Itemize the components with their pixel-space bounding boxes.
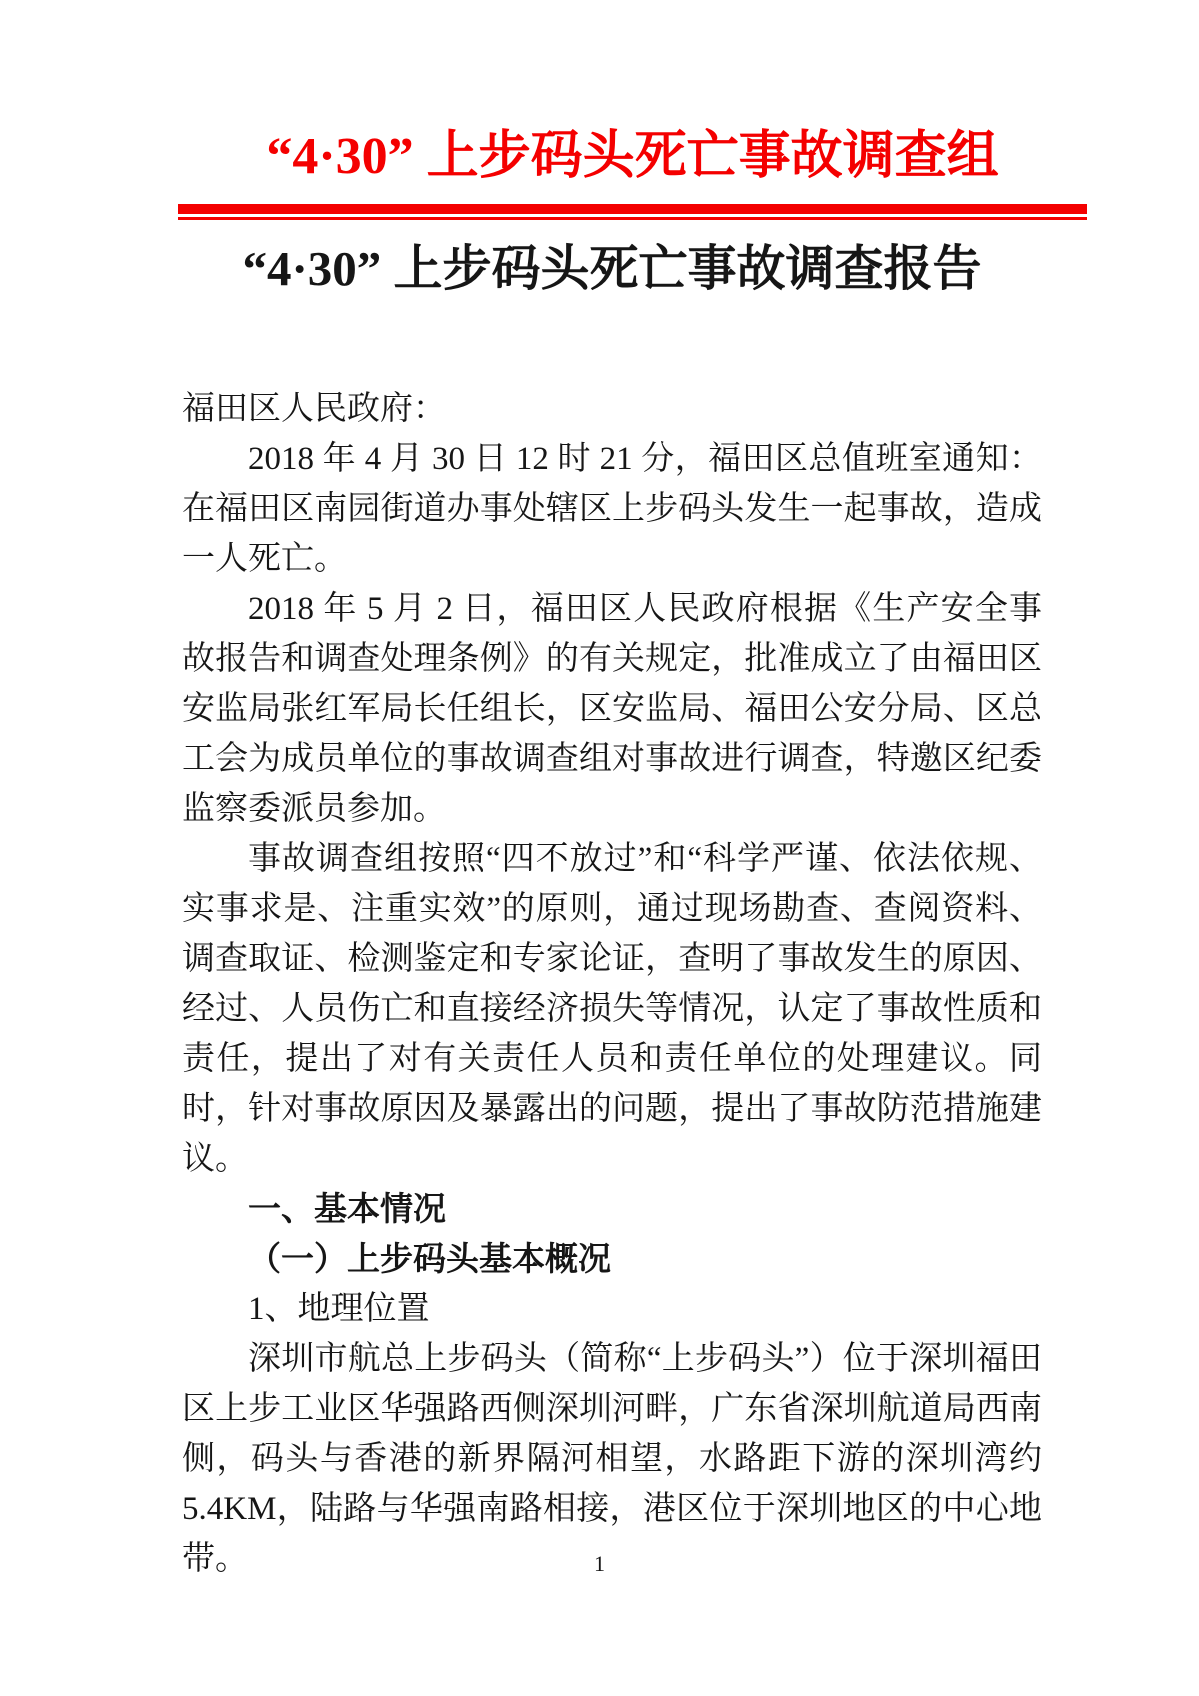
paragraph-geographic-location: 深圳市航总上步码头（简称“上步码头”）位于深圳福田区上步工业区华强路西侧深圳河畔，广东省深圳航道局西南侧，码头与香港的新界隔河相望，水路距下游的深圳湾约 5.4KM，陆路与华强南路相接，港区位于深圳地区的中心地带。 (182, 1341, 1042, 1577)
paragraph-incident-notice: 2018 年 4 月 30 日 12 时 21 分，福田区总值班室通知：在福田区南园街道办事处辖区上步码头发生一起事故，造成一人死亡。 (182, 441, 1042, 577)
letterhead (0, 0, 1199, 220)
paragraph-investigation-team: 2018 年 5 月 2 日，福田区人民政府根据《生产安全事故报告和调查处理条例》的有关规定，批准成立了由福田区安监局张红军局长任组长，区安监局、福田公安分局、区总工会为成员单位的事故调查组对事故进行调查，特邀区纪委监察委派员参加。 (182, 591, 1042, 827)
letterhead-rule (178, 204, 1087, 220)
page-footer (0, 1549, 1199, 1579)
subsection-heading-wharf-overview: （一）上步码头基本概况 (248, 1240, 611, 1277)
salutation-line: 福田区人民政府： (182, 391, 446, 427)
letterhead-rule-thick-line (178, 204, 1087, 214)
paragraph-investigation-principles: 事故调查组按照“四不放过”和“科学严谨、依法依规、实事求是、注重实效”的原则，通过现场勘查、查阅资料、调查取证、检测鉴定和专家论证，查明了事故发生的原因、经过、人员伤亡和直接经济损失等情况，认定了事故性质和责任，提出了对有关责任人员和责任单位的处理建议。同时，针对事故原因及暴露出的问题，提出了事故防范措施建议。 (182, 841, 1042, 1177)
item-heading-geographic-location: 1、地理位置 (248, 1291, 430, 1327)
report-body (182, 384, 1042, 1584)
section-heading-basic-situation: 一、基本情况 (248, 1190, 446, 1227)
letterhead-org-title: “4·30” 上步码头死亡事故调查组 (266, 128, 999, 185)
page-number: 1 (594, 1551, 605, 1576)
letterhead-rule-thin-line (178, 217, 1087, 220)
report-title: “4·30” 上步码头死亡事故调查报告 (242, 241, 982, 296)
